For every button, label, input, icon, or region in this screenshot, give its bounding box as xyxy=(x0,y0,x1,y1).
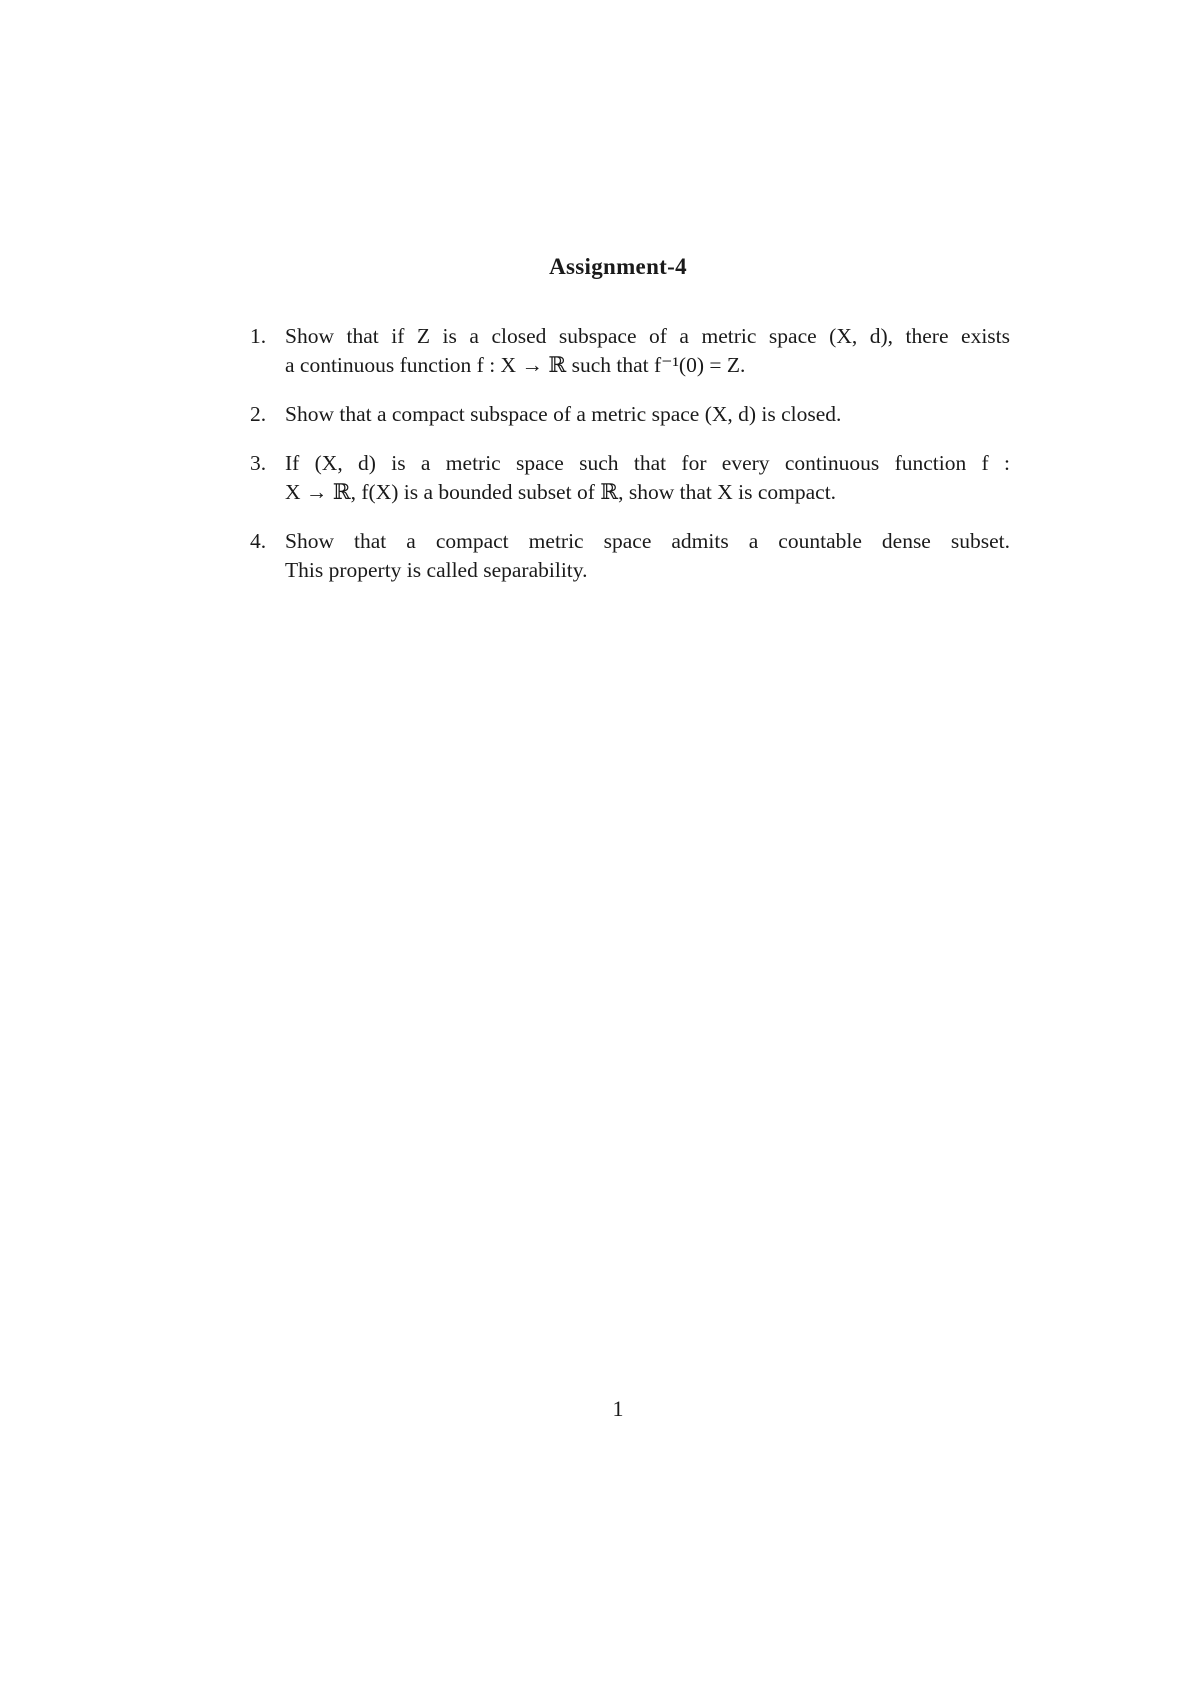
problem-text-line: If (X, d) is a metric space such that for every continuous function f : xyxy=(285,451,1010,475)
problem-text-line: This property is called separability. xyxy=(285,558,588,582)
problem-text-line: a continuous function f : X → ℝ such that f⁻¹(0) = Z. xyxy=(285,353,746,377)
problem-list xyxy=(250,322,1010,605)
problem-text-line: Show that a compact subspace of a metric space (X, d) is closed. xyxy=(285,402,842,426)
problem-item-2 xyxy=(250,400,1010,429)
problem-text-line: Show that if Z is a closed subspace of a metric space (X, d), there exists xyxy=(285,324,1010,348)
problem-number: 2. xyxy=(250,402,267,426)
problem-number: 4. xyxy=(250,529,267,553)
problem-text-line: Show that a compact metric space admits a countable dense subset. xyxy=(285,529,1010,553)
problem-number: 1. xyxy=(250,324,267,348)
problem-number: 3. xyxy=(250,451,267,475)
page-number: 1 xyxy=(612,1396,624,1421)
problem-item-4 xyxy=(250,527,1010,585)
problem-text-line: X → ℝ, f(X) is a bounded subset of ℝ, show that X is compact. xyxy=(285,480,837,504)
page-title: Assignment-4 xyxy=(549,254,687,279)
problem-item-3 xyxy=(250,449,1010,507)
problem-item-1 xyxy=(250,322,1010,380)
